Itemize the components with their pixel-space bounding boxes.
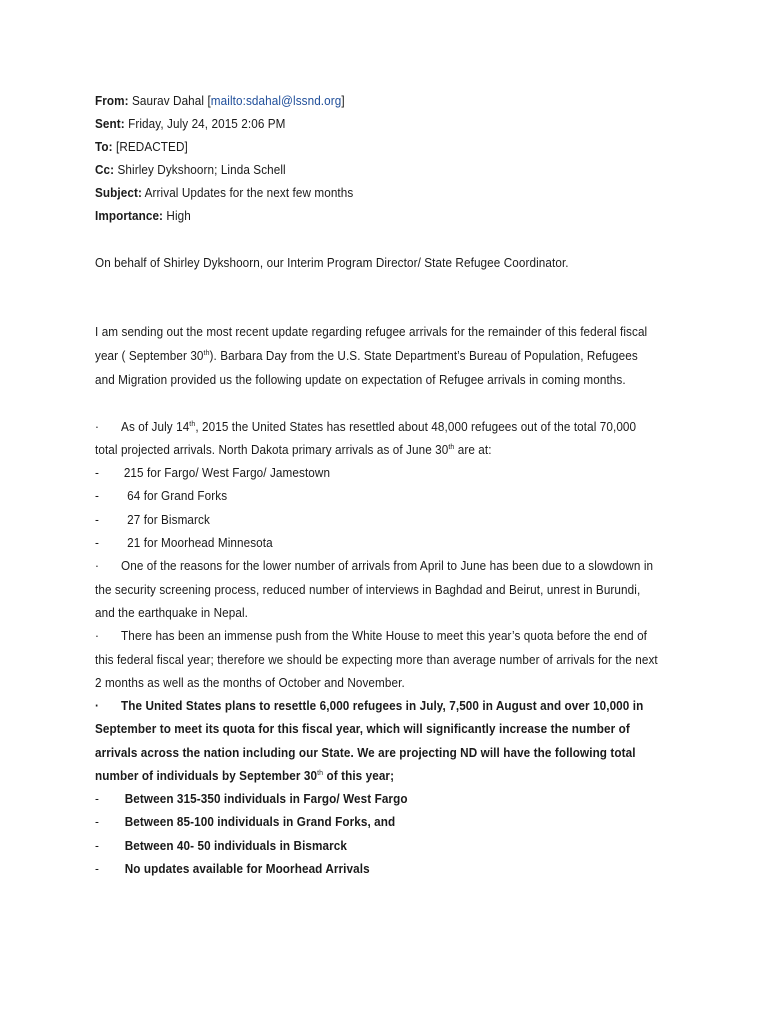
dash-marker: - xyxy=(95,466,99,480)
bullet-2-line-2: the security screening process, reduced number of interviews in Baghdad and Beirut, unrest in Burundi, xyxy=(95,583,641,597)
list-item xyxy=(95,465,684,481)
dash-marker: - xyxy=(95,862,99,876)
projection-fargo: Between 315-350 individuals in Fargo/ West Fargo xyxy=(124,792,408,806)
bullet-3-line-2: this federal fiscal year; therefore we should be expecting more than average number of arrivals for the next xyxy=(95,653,658,667)
b2-text: One of the reasons for the lower number of arrivals from April to June has been due to a slowdown in xyxy=(121,559,654,573)
from-name: Saurav Dahal xyxy=(132,94,205,108)
p1-text-b: ). Barbara Day from the U.S. State Department’s Bureau of Population, Refugees xyxy=(209,349,638,363)
bullet-2-line-3: and the earthquake in Nepal. xyxy=(95,606,249,620)
list-item xyxy=(95,512,684,528)
bullet-1-line-1 xyxy=(95,419,684,435)
dash-marker: - xyxy=(95,839,99,853)
list-item xyxy=(95,814,684,830)
bullet-4-line-2: September to meet its quota for this fiscal year, which will significantly increase the number of xyxy=(95,722,630,736)
dash-marker: - xyxy=(95,815,99,829)
bullet-4-line-3: arrivals across the nation including our State. We are projecting ND will have the following total xyxy=(95,746,636,760)
bullet-2-line-1 xyxy=(95,558,684,574)
b1-line2-superscript: th xyxy=(448,442,455,451)
cc-label: Cc: xyxy=(95,163,115,177)
list-item xyxy=(95,838,684,854)
bullet-1-line-2 xyxy=(95,442,684,458)
projection-grand-forks: Between 85-100 individuals in Grand Forks, and xyxy=(124,815,396,829)
bullet-4-line-1 xyxy=(95,698,684,714)
bullet-dot: · xyxy=(95,420,99,434)
to-line xyxy=(95,139,684,155)
bullet-3-line-3: 2 months as well as the months of October and November. xyxy=(95,676,405,690)
b4-text: The United States plans to resettle 6,000 refugees in July, 7,500 in August and over 10,000 in xyxy=(121,699,644,713)
arrival-moorhead: 21 for Moorhead Minnesota xyxy=(123,536,273,550)
b1-superscript: th xyxy=(189,419,196,428)
bullet-dot: · xyxy=(95,699,99,713)
subject-label: Subject: xyxy=(95,186,142,200)
list-item xyxy=(95,488,684,504)
intro-paragraph: On behalf of Shirley Dykshoorn, our Interim Program Director/ State Refugee Coordinator. xyxy=(95,256,569,270)
dash-marker: - xyxy=(95,489,99,503)
importance-line xyxy=(95,208,684,224)
p1-superscript: th xyxy=(203,348,210,357)
subject-line xyxy=(95,185,684,201)
bullet-4-line-4 xyxy=(95,768,684,784)
arrival-grand-forks: 64 for Grand Forks xyxy=(123,489,228,503)
paragraph-1-line-1: I am sending out the most recent update regarding refugee arrivals for the remainder of this federal fiscal xyxy=(95,325,648,339)
projection-moorhead: No updates available for Moorhead Arrivals xyxy=(124,862,370,876)
cc-line xyxy=(95,162,684,178)
sent-line xyxy=(95,116,684,132)
to-value: [REDACTED] xyxy=(115,140,188,154)
projection-bismarck: Between 40- 50 individuals in Bismarck xyxy=(124,839,348,853)
to-label: To: xyxy=(95,140,113,154)
dash-marker: - xyxy=(95,513,99,527)
dash-marker: - xyxy=(95,792,99,806)
dash-marker: - xyxy=(95,536,99,550)
b1-line2-text-a: total projected arrivals. North Dakota primary arrivals as of June 30 xyxy=(95,443,449,457)
sent-value: Friday, July 24, 2015 2:06 PM xyxy=(128,117,286,131)
p1-text-a: year ( September 30 xyxy=(95,349,204,363)
importance-value: High xyxy=(166,209,191,223)
b3-text: There has been an immense push from the White House to meet this year’s quota before the end of xyxy=(121,629,648,643)
bullet-3-line-1 xyxy=(95,628,684,644)
from-label: From: xyxy=(95,94,129,108)
subject-value: Arrival Updates for the next few months xyxy=(144,186,354,200)
b1-text-a: As of July 14 xyxy=(121,420,190,434)
list-item xyxy=(95,861,684,877)
b1-line2-text-b: are at: xyxy=(454,443,492,457)
b4-superscript: th xyxy=(317,768,324,777)
b1-text-b: , 2015 the United States has resettled about 48,000 refugees out of the total 70,000 xyxy=(195,420,637,434)
cc-value: Shirley Dykshoorn; Linda Schell xyxy=(117,163,286,177)
b4-line4-text-a: number of individuals by September 30 xyxy=(95,769,318,783)
b4-line4-text-b: of this year; xyxy=(323,769,395,783)
importance-label: Importance: xyxy=(95,209,164,223)
arrival-fargo: 215 for Fargo/ West Fargo/ Jamestown xyxy=(123,466,331,480)
sent-label: Sent: xyxy=(95,117,125,131)
from-email-link[interactable]: mailto:sdahal@lssnd.org xyxy=(210,94,342,108)
bullet-dot: · xyxy=(95,629,99,643)
list-item xyxy=(95,535,684,551)
arrival-bismarck: 27 for Bismarck xyxy=(123,513,210,527)
bullet-dot: · xyxy=(95,559,99,573)
from-line: From: Saurav Dahal [mailto:sdahal@lssnd.org] xyxy=(95,94,345,108)
paragraph-1-line-3: and Migration provided us the following update on expectation of Refugee arrivals in coming months. xyxy=(95,373,626,387)
list-item xyxy=(95,791,684,807)
paragraph-1-line-2 xyxy=(95,348,684,364)
